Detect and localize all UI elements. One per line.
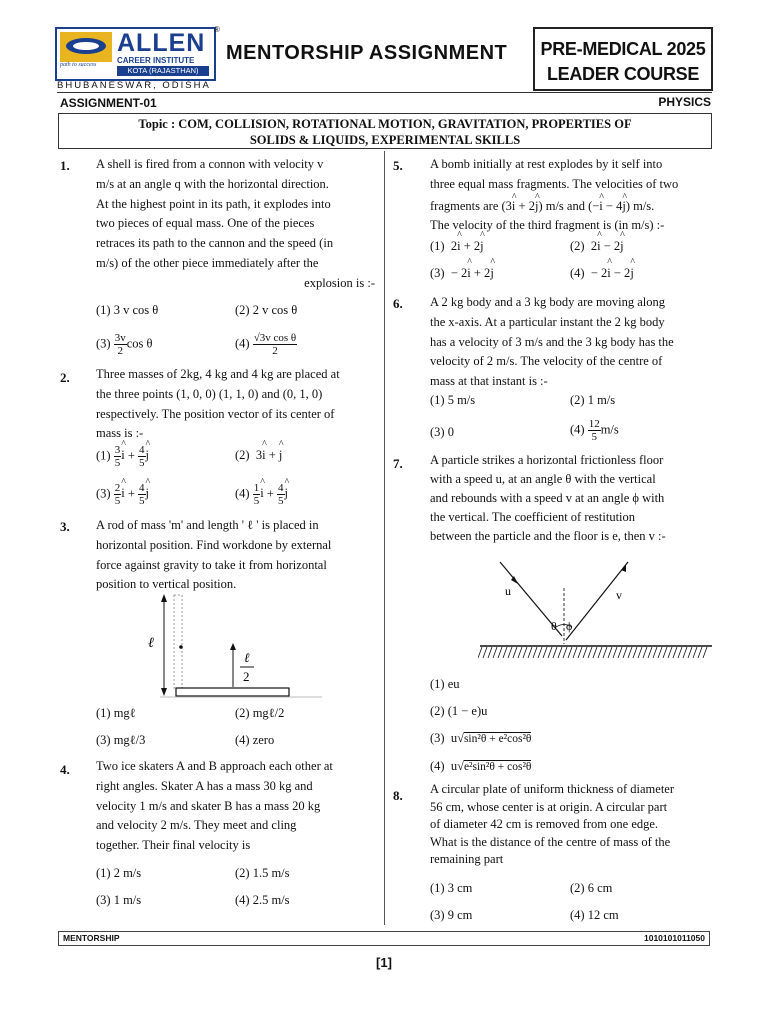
q2-o2-label: (2) [235,448,250,462]
q3-rod-figure [140,590,325,702]
q2-o4-b: 5 [253,495,260,507]
q7-reflection-figure [478,558,714,670]
q1-line: A shell is fired from a connon with velocity v [96,157,324,171]
unit-i: ^ i [121,486,124,501]
unit-i: ^ i [512,197,515,217]
q2-o3-c: 4 [139,482,145,494]
plus: + [127,486,135,501]
hatch-line [628,647,632,658]
fig-length-label: ℓ [148,636,154,651]
allen-logo [55,27,216,81]
q3-line: force against gravity to take it from horizontal [96,557,327,572]
q7-option-1[interactable]: (1) eu [430,677,460,691]
half-arrow-head [230,643,236,650]
q2-option-3[interactable] [96,482,149,507]
arrow-head-down [161,688,167,696]
hatch-line [603,647,607,658]
q2-line: Three masses of 2kg, 4 kg and 4 kg are placed at [96,367,340,381]
hatch-line [673,647,677,658]
q3-option-3[interactable]: (3) mgℓ/3 [96,733,146,747]
q2-option-1[interactable] [96,444,149,469]
page-title: MENTORSHIP ASSIGNMENT [226,42,508,64]
q6-number: 6. [393,296,403,311]
q6-o4-fraction [588,418,601,443]
q5-o2-label: (2) [570,239,585,253]
q5-line: The velocity of the third fragment is (in m/s) :- [430,218,665,233]
hatch-line [583,647,587,658]
q4-line: right angles. Skater A has a mass 30 kg and [96,778,313,793]
q5-frag-a: fragments are (3 [430,198,512,213]
hatch-line [528,647,532,658]
hatch-line [698,647,702,658]
column-divider [384,151,385,925]
hatch-line [503,647,507,658]
hatch-line [663,647,667,658]
q3-line: horizontal position. Find workdone by external [96,537,332,552]
hatch-line [613,647,617,658]
registered-mark: ® [214,25,220,34]
hatch-line [633,647,637,658]
q8-line: A circular plate of uniform thickness of diameter [430,782,675,796]
fig-half-num: ℓ [244,650,250,665]
q5-frag-c: ) m/s and (− [538,198,600,213]
footer-bar [58,931,710,946]
q5-o4-b: − 2 [610,266,631,280]
q1-line: m/s) of the other piece immediately after the [96,255,319,270]
topic-line-2: SOLIDS & LIQUIDS, EXPERIMENTAL SKILLS [249,133,521,147]
q7-o3-label: (3) [430,731,445,745]
q5-number: 5. [393,158,403,173]
q8-option-3[interactable]: (3) 9 cm [430,908,473,922]
unit-j: ^ j [146,486,149,501]
hatch-line [643,647,647,658]
q8-number: 8. [393,788,403,803]
unit-j: ^ j [146,448,149,463]
unit-i: ^ i [607,266,610,281]
q1-line: m/s at an angle q with the horizontal direction. [96,176,329,191]
q6-option-1[interactable]: (1) 5 m/s [430,393,476,407]
q6-line: velocity of 2 m/s. The velocity of the centre of [430,354,663,369]
fig-half-den: 2 [243,669,250,684]
q6-o4-den: 5 [591,431,597,443]
hatch-line [558,647,562,658]
hatch-line [593,647,597,658]
footer-left: MENTORSHIP [63,933,120,943]
logo-brand: ALLEN [117,29,206,57]
q4-option-1[interactable]: (1) 2 m/s [96,866,142,880]
sqrt-icon: √ [457,759,464,773]
q7-o3-radicand: sin²θ + e²cos²θ [463,733,532,745]
q7-option-2[interactable]: (2) (1 − e)u [430,704,488,718]
q1-option-3[interactable] [96,332,152,357]
q2-o1-c: 4 [139,444,145,456]
logo-location: KOTA (RAJASTHAN) [117,66,209,76]
unit-i: ^ i [599,197,602,217]
q7-option-3[interactable] [430,731,531,746]
logo-tagline: path to success [60,62,97,68]
unit-i: ^ i [260,486,263,501]
q2-option-2[interactable] [235,448,282,463]
q7-line: with a speed u, at an angle θ with the vertical [430,472,656,486]
q6-o4-label: (4) [570,422,585,437]
q1-line: explosion is :- [304,275,375,290]
q2-o1-d: 5 [139,457,145,469]
hatch-line [578,647,582,658]
hatch-line [653,647,657,658]
q6-o4-tail: m/s [600,422,619,437]
hatch-line [483,647,487,658]
q2-o1-frac-a [114,444,122,469]
hatch-line [608,647,612,658]
q7-option-4[interactable] [430,759,531,774]
q5-option-4[interactable] [570,266,634,281]
q1-o3-tail: cos θ [126,336,153,351]
q6-o4-num: 12 [588,418,600,430]
q1-line: At the highest point in its path, it explodes into [96,196,331,211]
unit-j: ^ j [535,197,538,217]
q2-o1-b: 5 [114,457,121,469]
q8-line: 56 cm, whose center is at origin. A circular part [430,799,668,814]
q2-o1-label: (1) [96,448,111,463]
q1-o3-num: 3v [114,332,126,344]
unit-j: ^ j [622,197,625,217]
q1-number: 1. [60,158,70,173]
unit-i: ^ i [457,239,460,254]
city-label: BHUBANESWAR, ODISHA [57,80,211,91]
hatch-line [668,647,672,658]
unit-j: ^ j [620,239,623,254]
q7-o4-radicand: e²sin²θ + cos²θ [463,761,532,773]
q5-o1-b: + 2 [460,239,481,253]
q2-line: respectively. The position vector of its center of [96,406,335,421]
q5-frag-b: + 2 [515,198,535,213]
q1-text [96,155,375,294]
q2-number: 2. [60,370,70,385]
hatch-line [638,647,642,658]
q7-text [430,451,711,546]
q8-option-1[interactable]: (1) 3 cm [430,881,473,895]
arrow-head-up [161,594,167,602]
hatch-line [618,647,622,658]
q5-o2-a: 2 [590,239,598,253]
q3-line: position to vertical position. [96,577,237,592]
q3-number: 3. [60,519,70,534]
hatch-line [568,647,572,658]
q5-frag-d: − 4 [602,198,623,213]
unit-i: ^ i [262,448,265,463]
q5-o3-b: + 2 [470,266,491,280]
q3-option-2[interactable]: (2) mgℓ/2 [235,706,285,720]
q2-line: the three points (1, 0, 0) (1, 1, 0) and (0, 1, 0) [96,386,323,401]
hatch-line [563,647,567,658]
hatch-line [648,647,652,658]
q7-o3-pre: u [450,731,458,745]
fig-u-label: u [505,584,511,598]
q6-line: mass at that instant is :- [430,374,548,389]
fig-v-label: v [616,588,622,602]
hatch-line [523,647,527,658]
q4-text [96,757,375,856]
rod-vertical-dashed [174,595,182,688]
q6-option-3[interactable]: (3) 0 [430,425,454,439]
q1-o3-den: 2 [117,345,123,357]
hatch-line [553,647,557,658]
hatch-line [493,647,497,658]
unit-j: ^ j [285,486,288,501]
q5-o1-a: 2 [450,239,458,253]
q6-line: the x-axis. At a particular instant the 2 kg body [430,314,665,329]
hatch-line [518,647,522,658]
q2-o3-frac-a [114,482,122,507]
footer-right: 1010101011050 [644,933,705,943]
q7-line: between the particle and the floor is e, then v :- [430,529,666,543]
q3-line: A rod of mass 'm' and length ' ℓ ' is placed in [96,518,319,532]
q1-o4-num: √3v cos θ [253,332,297,344]
q8-line: remaining part [430,852,504,866]
plus: + [127,448,135,463]
hatch-line [498,647,502,658]
q5-line: three equal mass fragments. The velocities of two [430,176,679,191]
q2-o4-frac-b [277,482,285,507]
q5-line [430,197,711,217]
q4-option-2[interactable]: (2) 1.5 m/s [235,866,290,880]
q4-option-3[interactable]: (3) 1 m/s [96,893,142,907]
course-box [533,27,713,91]
q7-line: A particle strikes a horizontal frictionless floor [430,453,664,467]
q5-text [430,155,711,236]
q1-option-4-fraction [253,332,297,357]
q1-option-4[interactable] [235,332,297,357]
hatch-line [678,647,682,658]
topic-line-1: Topic : COM, COLLISION, ROTATIONAL MOTION, GRAVITATION, PROPERTIES OF [138,117,632,131]
hatch-line [513,647,517,658]
logo-brand-sub: CAREER INSTITUTE [117,56,195,65]
q5-o3-a: − 2 [450,266,468,280]
unit-i: ^ i [597,239,600,254]
floor-hatching [478,647,707,658]
q2-o3-a: 2 [114,482,121,494]
q8-option-2[interactable]: (2) 6 cm [570,881,613,895]
header-divider [57,92,712,93]
q6-line: A 2 kg body and a 3 kg body are moving along [430,295,666,309]
q1-option-3-fraction [114,332,127,357]
q2-o4-d: 5 [278,495,284,507]
q4-line: and velocity 2 m/s. They meet and cling [96,818,297,833]
q2-o2-coef: 3 [255,448,263,462]
hatch-line [588,647,592,658]
unit-j: ^ j [490,266,493,281]
q6-line: has a velocity of 3 m/s and the 3 kg body has the [430,334,674,349]
course-line-1: PRE-MEDICAL 2025 [540,39,706,59]
q6-option-4[interactable] [570,418,619,443]
rod-horizontal [176,688,289,696]
q4-number: 4. [60,762,70,777]
q1-o4-den: 2 [272,345,278,357]
page-number: [1] [376,955,392,970]
q1-option-3-label: (3) [96,336,111,351]
q7-o4-label: (4) [430,759,445,773]
q5-o1-label: (1) [430,239,445,253]
q2-o3-b: 5 [114,495,121,507]
q5-line: A bomb initially at rest explodes by it self into [430,157,663,171]
q1-line: retraces its path to the cannon and the speed (in [96,236,334,251]
q2-o4-a: 1 [253,482,260,494]
unit-j: ^ j [480,239,483,254]
q8-line: of diameter 42 cm is removed from one edge. [430,817,659,831]
q2-o4-label: (4) [235,486,250,501]
hatch-line [533,647,537,658]
q5-o4-label: (4) [570,266,585,280]
hatch-line [543,647,547,658]
hatch-line [508,647,512,658]
q4-line: together. Their final velocity is [96,838,251,853]
q4-option-4[interactable]: (4) 2.5 m/s [235,893,290,907]
hatch-line [688,647,692,658]
q3-option-1[interactable]: (1) mgℓ [96,706,136,720]
q2-o4-frac-a [253,482,261,507]
q2-text [96,365,375,444]
q8-option-4[interactable]: (4) 12 cm [570,908,619,922]
unit-i: ^ i [467,266,470,281]
sqrt-icon: √ [457,731,464,745]
q2-line: mass is :- [96,426,144,441]
q5-o2-b: − 2 [600,239,621,253]
cm-dot-vertical [179,645,183,649]
q7-line: the vertical. The coefficient of restitution [430,510,636,524]
q1-option-4-label: (4) [235,336,250,351]
hatch-line [693,647,697,658]
assignment-label: ASSIGNMENT-01 [60,96,157,110]
q2-o1-a: 3 [114,444,121,456]
q6-text [430,293,711,392]
q6-option-2[interactable]: (2) 1 m/s [570,393,616,407]
course-line-2: LEADER COURSE [546,64,700,84]
q4-line: velocity 1 m/s and skater B has a mass 20 kg [96,798,321,813]
q5-o3-label: (3) [430,266,445,280]
q8-text [430,781,711,869]
hatch-line [703,647,707,658]
hatch-line [548,647,552,658]
unit-j: ^ j [630,266,633,281]
q2-o4-c: 4 [278,482,284,494]
q7-line: and rebounds with a speed v at an angle ϕ with [430,491,665,505]
hatch-line [598,647,602,658]
q7-number: 7. [393,456,403,471]
q5-o4-a: − 2 [590,266,608,280]
unit-j: ^ j [279,448,282,463]
hatch-line [573,647,577,658]
q2-o3-frac-b [138,482,146,507]
q4-line: Two ice skaters A and B approach each other at [96,759,333,773]
q1-option-2[interactable]: (2) 2 v cos θ [235,303,298,317]
hatch-line [658,647,662,658]
q5-frag-e: ) m/s. [625,198,655,213]
q2-o3-label: (3) [96,486,111,501]
plus: + [266,486,274,501]
hatch-line [683,647,687,658]
q8-line: What is the distance of the centre of mass of the [430,834,671,849]
q3-option-4[interactable]: (4) zero [235,733,275,747]
hatch-line [538,647,542,658]
q5-option-3[interactable] [430,266,494,281]
fig-theta-label: θ [551,619,557,633]
q5-option-1[interactable] [430,239,484,254]
q1-option-1[interactable]: (1) 3 v cos θ [96,303,159,317]
q1-line: two pieces of equal mass. One of the pieces [96,216,315,231]
q3-text [96,516,375,595]
fig-phi-label: ϕ [566,619,573,633]
plus: + [268,448,276,462]
hatch-line [478,647,482,658]
q2-o3-d: 5 [139,495,145,507]
hatch-line [488,647,492,658]
topic-box [58,113,712,149]
q7-o4-pre: u [450,759,458,773]
subject-label: PHYSICS [658,95,711,109]
q5-option-2[interactable] [570,239,624,254]
q2-o1-frac-b [138,444,146,469]
hatch-line [623,647,627,658]
q2-option-4[interactable] [235,482,288,507]
unit-i: ^ i [121,448,124,463]
